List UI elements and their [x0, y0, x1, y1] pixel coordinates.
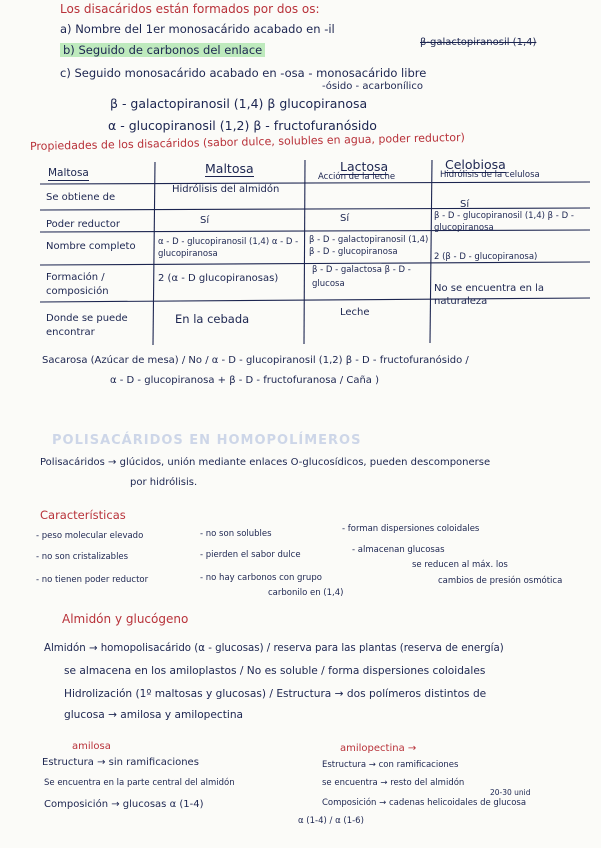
section-title-polisacaridos: POLISACÁRIDOS EN HOMOPOLÍMEROS [52, 433, 362, 448]
intro-title: Los disacáridos están formados por dos os: [60, 2, 320, 16]
example-2: α - glucopiranosil (1,2) β - fructofuranósido [108, 118, 377, 133]
amilopectina-title: amilopectina → [340, 743, 417, 754]
amilopectina-item-2: Composición → cadenas helicoidales de glucosa [322, 798, 527, 808]
example-1: β - galactopiranosil (1,4) β glucopiranosa [110, 96, 368, 111]
caract-col3-1: - almacenan glucosas [352, 545, 445, 555]
celobiosa-donde: No se encuentra en la naturaleza [434, 283, 545, 307]
caracteristicas-title: Características [40, 508, 126, 522]
maltosa-nombre: α - D - glucopiranosil (1,4) α - D - glucopiranosa [158, 237, 299, 259]
sacarosa-line-1: Sacarosa (Azúcar de mesa) / No / α - D - glucopiranosil (1,2) β - D - fructofuranósido / [42, 355, 469, 366]
caract-col1-2: - no tienen poder reductor [36, 575, 149, 585]
caract-col3-2: se reducen al máx. los [412, 560, 508, 570]
lactosa-donde: Leche [340, 307, 370, 318]
almidon-line-2: se almacena en los amiloplastos / No es soluble / forma dispersiones coloidales [64, 665, 486, 677]
celobiosa-nombre: β - D - glucopiranosil (1,4) β - D - glucopiranosa [434, 211, 574, 233]
amilopectina-item-1: se encuentra → resto del almidón [322, 778, 465, 788]
maltosa-donde: En la cebada [175, 312, 250, 326]
caract-col2-3: carbonilo en (1,4) [268, 588, 344, 598]
amilosa-item-0: Estructura → sin ramificaciones [42, 757, 199, 768]
amilopectina-item-3: α (1-4) / α (1-6) [298, 816, 364, 826]
almidon-line-4: glucosa → amilosa y amilopectina [64, 709, 244, 721]
highlight-marker: b) Seguido de carbonos del enlace [60, 43, 265, 57]
celobiosa-formacion: 2 (β - D - glucopiranosa) [434, 252, 538, 262]
almidon-line-3: Hidrolización (1º maltosas y glucosas) / Estructura → dos polímeros distintos de [64, 688, 487, 700]
almidon-title: Almidón y glucógeno [62, 612, 189, 626]
properties-title: Propiedades de los disacáridos (sabor dulce, solubles en agua, poder reductor) [29, 130, 465, 153]
sacarosa-line-2: α - D - glucopiranosa + β - D - fructofuranosa / Caña ) [110, 375, 379, 386]
row-label-obtiene: Se obtiene de [46, 192, 116, 203]
amilopectina-units: 20-30 unid [490, 788, 531, 797]
maltosa-reductor: Sí [200, 215, 210, 226]
intro-item-c-note: -ósido - acarbonílico [322, 81, 423, 92]
row-label-reductor: Poder reductor [46, 219, 120, 230]
margin-note: β-galactopiranosil (1,4) [420, 37, 537, 48]
row-label-donde: Donde se puede encontrar [46, 313, 128, 338]
almidon-line-1: Almidón → homopolisacárido (α - glucosas) / reserva para las plantas (reserva de energía) [44, 643, 504, 654]
row-label-nombre: Nombre completo [46, 241, 136, 252]
header-lactosa: Lactosa [340, 159, 389, 174]
row-label-formacion: Formación / composición [46, 272, 109, 297]
celobiosa-reductor: Sí [460, 199, 470, 210]
intro-item-c: c) Seguido monosacárido acabado en -osa - monosacárido libre [60, 66, 427, 80]
caract-col3-0: - forman dispersiones coloidales [342, 524, 480, 534]
maltosa-formacion: 2 (α - D glucopiranosas) [158, 273, 279, 284]
amilopectina-item-0: Estructura → con ramificaciones [322, 760, 459, 770]
caract-col3-3: cambios de presión osmótica [438, 576, 563, 586]
lactosa-formacion: β - D - galactosa β - D - glucosa [312, 265, 411, 289]
amilosa-title: amilosa [72, 741, 111, 752]
caract-col1-0: - peso molecular elevado [36, 531, 144, 541]
polisacaridos-line-1: Polisacáridos → glúcidos, unión mediante enlaces O-glucosídicos, pueden descomponerse [40, 457, 491, 468]
header-maltosa: Maltosa [205, 161, 254, 176]
lactosa-nombre: β - D - galactopiranosil (1,4) β - D - glucopiranosa [309, 235, 429, 257]
table-corner-label: Maltosa [48, 167, 89, 179]
lactosa-obtiene: Acción de la leche [318, 172, 396, 182]
maltosa-obtiene: Hidrólisis del almidón [172, 184, 280, 195]
intro-item-a: a) Nombre del 1er monosacárido acabado en -il [60, 22, 335, 36]
polisacaridos-line-2: por hidrólisis. [130, 477, 198, 488]
celobiosa-obtiene: Hidrólisis de la celulosa [440, 170, 540, 180]
amilosa-item-2: Composición → glucosas α (1-4) [44, 799, 204, 810]
header-celobiosa: Celobiosa [445, 157, 506, 172]
amilosa-item-1: Se encuentra en la parte central del almidón [44, 778, 235, 788]
caract-col2-2: - no hay carbonos con grupo [200, 573, 322, 583]
lactosa-reductor: Sí [340, 213, 350, 224]
caract-col2-1: - pierden el sabor dulce [200, 550, 301, 560]
caract-col1-1: - no son cristalizables [36, 552, 129, 562]
caract-col2-0: - no son solubles [200, 529, 272, 539]
